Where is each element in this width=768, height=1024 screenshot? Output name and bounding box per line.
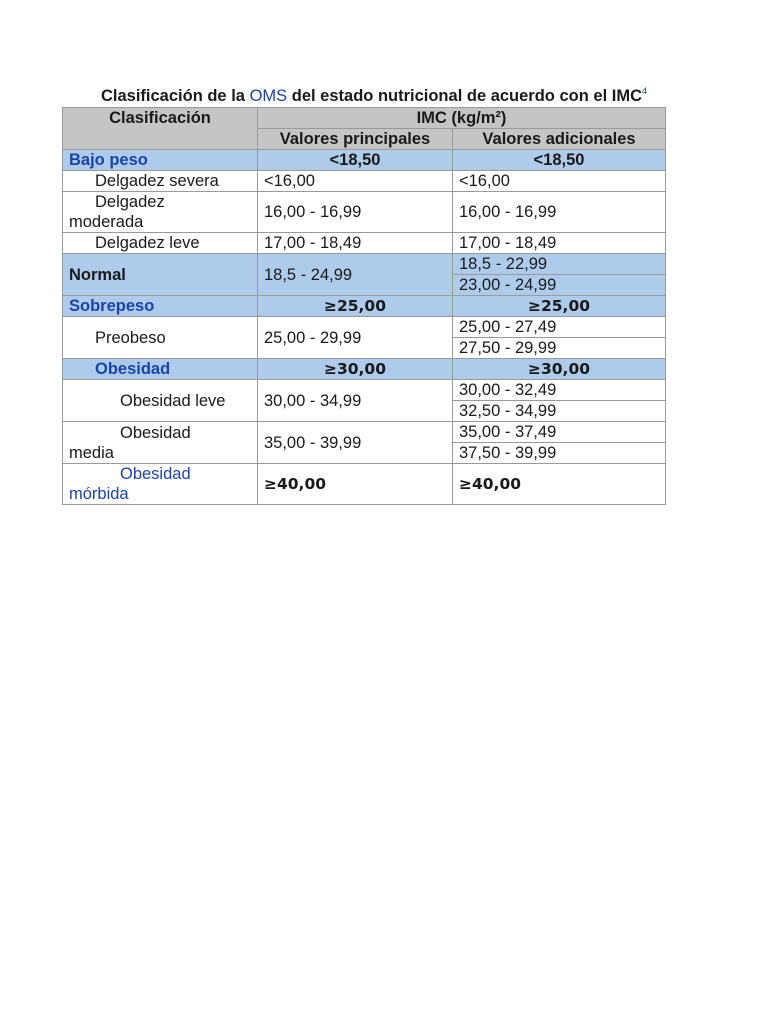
normal-main: 18,5 - 24,99 — [258, 254, 453, 296]
table-row-normal — [63, 254, 666, 275]
table-row-bajo-peso — [63, 150, 666, 171]
normal-add-1: 18,5 - 22,99 — [453, 254, 666, 275]
table-row-obesidad-morbida — [63, 464, 666, 505]
header-main-values: Valores principales — [258, 129, 453, 150]
bajo-peso-link[interactable]: Bajo peso — [63, 150, 258, 171]
obesidad-morbida-link[interactable] — [63, 464, 258, 505]
delgadez-severa-main: <16,00 — [258, 171, 453, 192]
reference-link[interactable]: 4 — [641, 86, 647, 96]
obesidad-leve-main: 30,00 - 34,99 — [258, 380, 453, 422]
caption-suffix: del estado nutricional de acuerdo con el IMC — [291, 87, 642, 105]
caption-prefix: Clasificación de la — [100, 87, 245, 105]
delgadez-moderada-label — [63, 192, 258, 233]
table-row-obesidad — [63, 359, 666, 380]
obesidad-leve-add-2: 32,50 - 34,99 — [453, 401, 666, 422]
table-row-obesidad-leve — [63, 380, 666, 401]
preobeso-add-1: 25,00 - 27,49 — [453, 317, 666, 338]
delgadez-leve-label: Delgadez leve — [63, 233, 258, 254]
obesidad-morbida-add: ≥40,00 — [453, 464, 666, 505]
sobrepeso-add: ≥25,00 — [453, 296, 666, 317]
obesidad-morbida-main: ≥40,00 — [258, 464, 453, 505]
oms-link[interactable]: OMS — [249, 87, 288, 105]
obesidad-media-line1: Obesidad — [120, 423, 191, 442]
table-row-sobrepeso — [63, 296, 666, 317]
normal-add-2: 23,00 - 24,99 — [453, 275, 666, 296]
sobrepeso-link[interactable]: Sobrepeso — [63, 296, 258, 317]
bajo-peso-add: <18,50 — [453, 150, 666, 171]
delgadez-moderada-add: 16,00 - 16,99 — [453, 192, 666, 233]
obesidad-media-line2: media — [69, 443, 114, 462]
obesidad-morbida-line2: mórbida — [69, 485, 129, 503]
bajo-peso-main: <18,50 — [258, 150, 453, 171]
table-row-delgadez-severa — [63, 171, 666, 192]
header-row — [63, 108, 666, 129]
delgadez-moderada-line1: Delgadez — [95, 193, 165, 211]
delgadez-severa-label: Delgadez severa — [63, 171, 258, 192]
table-caption — [62, 86, 686, 106]
table-row-delgadez-moderada — [63, 192, 666, 233]
header-imc: IMC (kg/m²) — [258, 108, 666, 129]
sobrepeso-main: ≥25,00 — [258, 296, 453, 317]
obesidad-leve-label: Obesidad leve — [63, 380, 258, 422]
delgadez-moderada-main: 16,00 - 16,99 — [258, 192, 453, 233]
obesidad-link[interactable]: Obesidad — [63, 359, 258, 380]
preobeso-label: Preobeso — [63, 317, 258, 359]
obesidad-media-label — [63, 422, 258, 464]
obesidad-main: ≥30,00 — [258, 359, 453, 380]
table-row-delgadez-leve — [63, 233, 666, 254]
preobeso-main: 25,00 - 29,99 — [258, 317, 453, 359]
obesidad-media-add-2: 37,50 - 39,99 — [453, 443, 666, 464]
delgadez-moderada-line2: moderada — [69, 213, 144, 231]
obesidad-media-add-1: 35,00 - 37,49 — [453, 422, 666, 443]
delgadez-leve-main: 17,00 - 18,49 — [258, 233, 453, 254]
header-additional-values: Valores adicionales — [453, 129, 666, 150]
table-row-obesidad-media — [63, 422, 666, 443]
preobeso-add-2: 27,50 - 29,99 — [453, 338, 666, 359]
bmi-classification-table — [62, 107, 666, 505]
delgadez-severa-add: <16,00 — [453, 171, 666, 192]
delgadez-leve-add: 17,00 - 18,49 — [453, 233, 666, 254]
obesidad-add: ≥30,00 — [453, 359, 666, 380]
obesidad-morbida-line1: Obesidad — [120, 465, 191, 483]
table-row-preobeso — [63, 317, 666, 338]
obesidad-leve-add-1: 30,00 - 32,49 — [453, 380, 666, 401]
obesidad-media-main: 35,00 - 39,99 — [258, 422, 453, 464]
normal-label: Normal — [63, 254, 258, 296]
header-classification: Clasificación — [63, 108, 258, 150]
